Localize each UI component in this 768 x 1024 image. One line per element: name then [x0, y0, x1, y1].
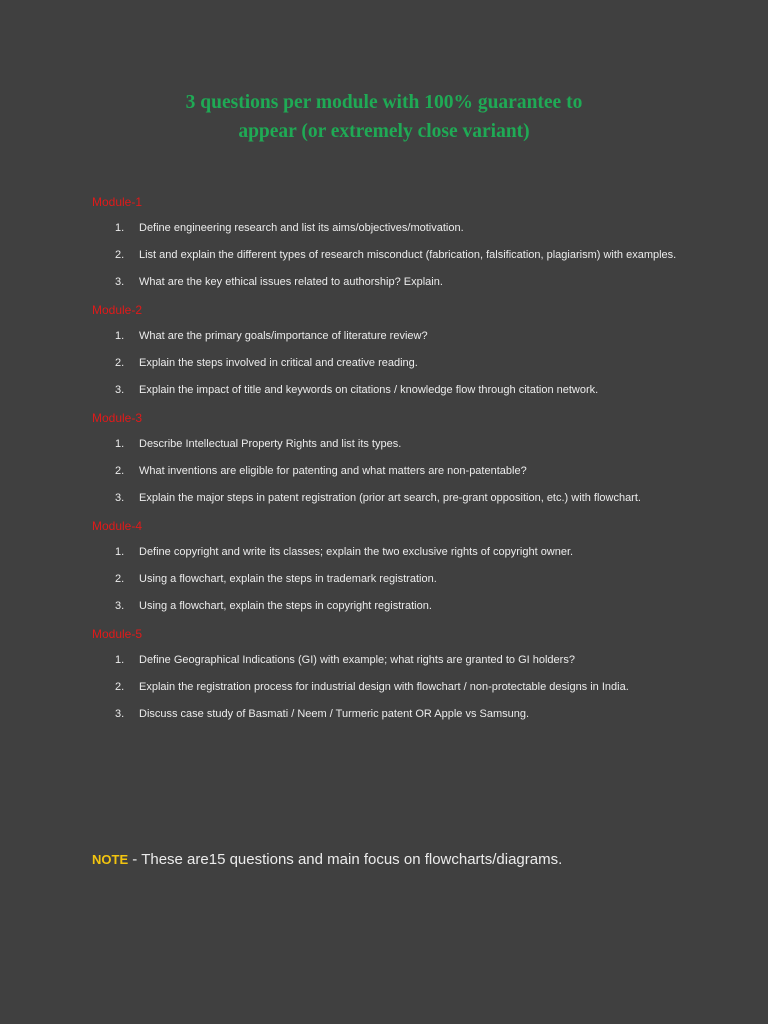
question-item	[92, 652, 682, 669]
question-text: Define engineering research and list its aims/objectives/motivation.	[139, 222, 464, 234]
question-item	[92, 598, 682, 615]
module-2	[92, 301, 682, 399]
question-list	[92, 328, 682, 399]
question-text: Explain the registration process for industrial design with flowchart / non-protectable designs in India.	[139, 681, 629, 693]
question-item	[92, 571, 682, 588]
question-item	[92, 490, 682, 507]
question-list	[92, 220, 682, 291]
question-number: 2.	[115, 357, 125, 369]
module-heading: Module-2	[92, 303, 143, 317]
question-list	[92, 436, 682, 507]
document-title	[0, 88, 768, 146]
question-number: 3.	[115, 600, 125, 612]
question-number: 1.	[115, 330, 125, 342]
question-number: 2.	[115, 465, 125, 477]
question-item	[92, 247, 682, 264]
question-text: Explain the impact of title and keywords on citations / knowledge flow through citation network.	[139, 384, 599, 396]
module-heading: Module-3	[92, 411, 143, 425]
question-text: Explain the steps involved in critical and creative reading.	[139, 357, 418, 369]
question-text: Define Geographical Indications (GI) with example; what rights are granted to GI holders?	[139, 654, 575, 666]
question-number: 3.	[115, 492, 125, 504]
module-5	[92, 625, 682, 723]
question-text: What inventions are eligible for patenting and what matters are non-patentable?	[139, 465, 527, 477]
question-list	[92, 652, 682, 723]
question-item	[92, 382, 682, 399]
note-label: NOTE	[92, 852, 129, 867]
question-list	[92, 544, 682, 615]
question-number: 1.	[115, 438, 125, 450]
question-number: 3.	[115, 384, 125, 396]
question-text: Describe Intellectual Property Rights and list its types.	[139, 438, 402, 450]
module-1	[92, 193, 682, 291]
question-item	[92, 436, 682, 453]
question-text: Define copyright and write its classes; explain the two exclusive rights of copyright owner.	[139, 546, 574, 558]
question-number: 1.	[115, 546, 125, 558]
note-text: These are15 questions and main focus on flowcharts/diagrams.	[141, 851, 563, 868]
question-number: 2.	[115, 249, 125, 261]
question-number: 2.	[115, 681, 125, 693]
question-item	[92, 274, 682, 291]
title-line-2: appear (or extremely close variant)	[238, 121, 530, 142]
question-number: 1.	[115, 222, 125, 234]
module-heading: Module-4	[92, 519, 143, 533]
question-text: Using a flowchart, explain the steps in trademark registration.	[139, 573, 437, 585]
question-number: 3.	[115, 708, 125, 720]
note-separator: -	[128, 851, 142, 868]
question-number: 2.	[115, 573, 125, 585]
question-item	[92, 706, 682, 723]
question-text: List and explain the different types of research misconduct (fabrication, falsification, plagiarism) with examples.	[139, 249, 677, 261]
question-item	[92, 355, 682, 372]
modules-container	[92, 193, 682, 733]
question-text: Discuss case study of Basmati / Neem / Turmeric patent OR Apple vs Samsung.	[139, 708, 530, 720]
question-text: Using a flowchart, explain the steps in copyright registration.	[139, 600, 432, 612]
module-heading: Module-5	[92, 627, 143, 641]
question-number: 3.	[115, 276, 125, 288]
question-text: What are the key ethical issues related to authorship? Explain.	[139, 276, 443, 288]
question-item	[92, 544, 682, 561]
question-text: What are the primary goals/importance of literature review?	[139, 330, 428, 342]
module-3	[92, 409, 682, 507]
title-line-1: 3 questions per module with 100% guarantee to	[185, 92, 583, 113]
question-item	[92, 220, 682, 237]
note	[92, 850, 692, 870]
module-heading: Module-1	[92, 195, 143, 209]
module-4	[92, 517, 682, 615]
question-item	[92, 679, 682, 696]
question-item	[92, 463, 682, 480]
question-item	[92, 328, 682, 345]
question-number: 1.	[115, 654, 125, 666]
question-text: Explain the major steps in patent registration (prior art search, pre-grant opposition, etc.) with flowchart.	[139, 492, 641, 504]
